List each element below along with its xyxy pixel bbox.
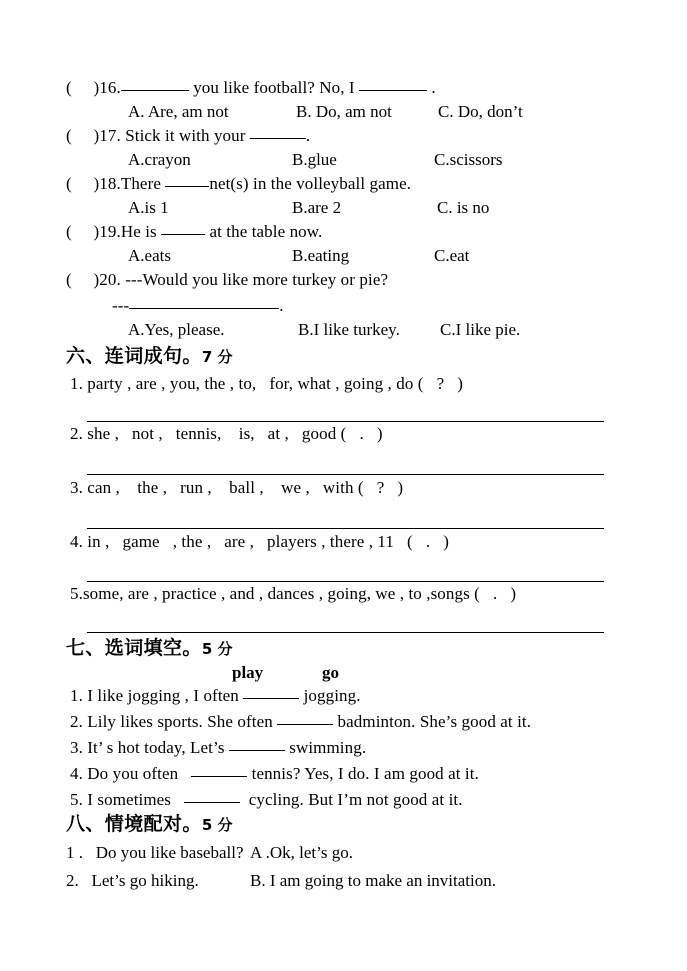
mc-number-18: 18. [99,174,121,193]
cloze-item-4-after: tennis? Yes, I do. I am good at it. [247,764,479,783]
answer-blank[interactable] [250,126,306,139]
mc-stem-20-end: . [279,296,284,315]
mc-option-19-c[interactable]: C.eat [434,246,470,265]
mc-stem-18-end: net(s) in the volleyball game. [209,174,412,193]
mc-question-19 [66,222,322,242]
answer-rule-1[interactable] [87,421,604,422]
mc-option-16-a[interactable]: A. Are, am not [128,102,229,121]
mc-option-17-a[interactable]: A.crayon [128,150,191,169]
cloze-item-3-before: 3. It’ s hot today, Let’s [70,738,229,757]
answer-rule-5[interactable] [87,632,604,633]
mc-bracket-20[interactable]: ( ) [66,270,100,289]
section-six-title: 六、连词成句。 [66,345,202,367]
answer-blank[interactable] [243,686,299,699]
mc-option-16-b[interactable]: B. Do, am not [296,102,392,121]
cloze-item-2-before: 2. Lily likes sports. She often [70,712,278,731]
match-right-item-b[interactable]: B. I am going to make an invitation. [250,871,496,890]
cloze-item-1-before: 1. I like jogging , I often [70,686,244,705]
mc-question-20-response [112,296,284,316]
mc-stem-16-mid: you like football? No, I [188,78,360,97]
mc-stem-18: There [120,174,166,193]
section-seven-title: 七、选词填空。 [66,637,202,659]
section-eight-score: 5 分 [201,816,233,834]
reorder-item-4: 4. in , game , the , are , players , there , 11 ( . ) [70,532,450,551]
cloze-item-5-before: 5. I sometimes [70,790,185,809]
answer-blank[interactable] [229,738,285,751]
mc-dash-20: --- [112,296,130,315]
section-seven-score: 5 分 [201,640,233,658]
mc-option-19-b[interactable]: B.eating [292,246,350,265]
word-bank-go[interactable]: go [322,663,339,682]
answer-blank[interactable] [129,296,279,309]
match-right-item-a[interactable]: A .Ok, let’s go. [250,843,353,862]
answer-blank[interactable] [277,712,333,725]
section-eight-title: 八、情境配对。 [66,813,202,835]
section-eight-heading [66,813,232,836]
cloze-item-4 [70,764,479,784]
mc-option-18-c[interactable]: C. is no [437,198,490,217]
cloze-item-3 [70,738,366,758]
mc-option-20-b[interactable]: B.I like turkey. [298,320,400,339]
match-left-item-2[interactable]: 2. Let’s go hiking. [66,871,199,890]
answer-rule-4[interactable] [87,581,604,582]
cloze-item-1 [70,686,361,706]
mc-option-17-b[interactable]: B.glue [292,150,337,169]
mc-question-16 [66,78,436,98]
cloze-item-5 [70,790,463,810]
cloze-item-3-after: swimming. [284,738,367,757]
cloze-item-4-before: 4. Do you often [70,764,192,783]
mc-option-19-a[interactable]: A.eats [128,246,171,265]
mc-bracket-18[interactable]: ( ) [66,174,100,193]
answer-rule-2[interactable] [87,474,604,475]
section-six-score: 7 分 [201,348,233,366]
mc-stem-17-end: . [305,126,311,145]
mc-option-17-c[interactable]: C.scissors [434,150,503,169]
mc-option-18-b[interactable]: B.are 2 [292,198,342,217]
match-left-item-1[interactable]: 1 . Do you like baseball? [66,843,244,862]
mc-option-20-c[interactable]: C.I like pie. [440,320,521,339]
mc-option-16-c[interactable]: C. Do, don’t [438,102,523,121]
cloze-item-5-after: cycling. But I’m not good at it. [240,790,463,809]
mc-stem-19: He is [120,222,162,241]
mc-option-20-a[interactable]: A.Yes, please. [128,320,225,339]
section-six-heading [66,345,232,368]
mc-stem-17: Stick it with your [120,126,250,145]
mc-number-20: 20. [99,270,121,289]
reorder-item-5: 5.some, are , practice , and , dances , going, we , to ,songs ( . ) [70,584,517,603]
mc-bracket-16[interactable]: ( ) [66,78,100,97]
mc-stem-16-end: . [427,78,436,97]
answer-blank[interactable] [121,78,189,91]
answer-blank[interactable] [184,790,240,803]
mc-bracket-19[interactable]: ( ) [66,222,100,241]
reorder-item-2: 2. she , not , tennis, is, at , good ( . ) [70,424,383,443]
reorder-item-1: 1. party , are , you, the , to, for, what , going , do ( ? ) [70,374,464,393]
mc-option-18-a[interactable]: A.is 1 [128,198,169,217]
cloze-item-2-after: badminton. She’s good at it. [333,712,532,731]
mc-question-17 [66,126,310,146]
mc-number-19: 19. [99,222,121,241]
cloze-item-1-after: jogging. [299,686,361,705]
section-seven-heading [66,637,232,660]
answer-blank[interactable] [191,764,247,777]
mc-stem-20: ---Would you like more turkey or pie? [120,270,389,289]
mc-stem-19-end: at the table now. [205,222,323,241]
mc-number-17: 17. [99,126,121,145]
answer-blank[interactable] [359,78,427,91]
answer-blank[interactable] [161,222,205,235]
mc-question-20 [66,270,388,290]
answer-blank[interactable] [165,174,209,187]
answer-rule-3[interactable] [87,528,604,529]
cloze-item-2 [70,712,531,732]
mc-bracket-17[interactable]: ( ) [66,126,100,145]
mc-question-18 [66,174,411,194]
word-bank-play[interactable]: play [232,663,264,682]
reorder-item-3: 3. can , the , run , ball , we , with ( ? ) [70,478,404,497]
mc-number-16: 16. [99,78,121,97]
